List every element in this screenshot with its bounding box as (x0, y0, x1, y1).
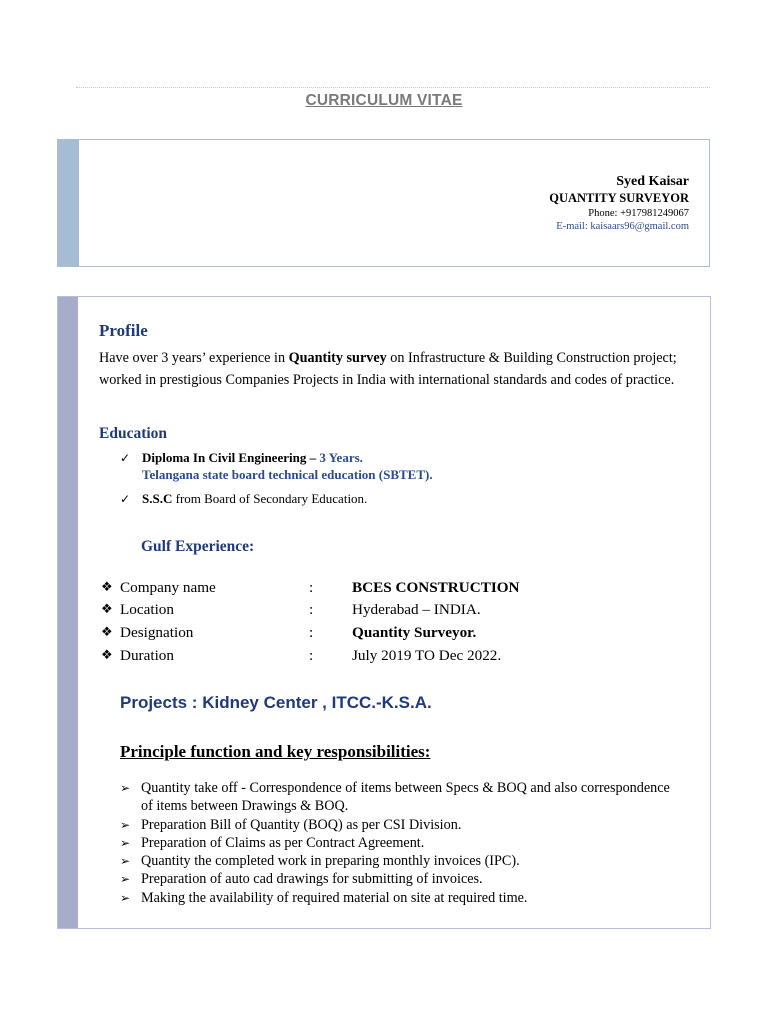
list-item (120, 889, 680, 907)
responsibility-text: Preparation of auto cad drawings for submitting of invoices. (141, 871, 483, 888)
detail-separator: : (309, 601, 314, 618)
profile-summary (99, 348, 699, 391)
detail-value: BCES CONSTRUCTION (352, 579, 520, 596)
candidate-name: Syed Kaisar (616, 174, 689, 189)
candidate-role: QUANTITY SURVEYOR (549, 191, 689, 205)
responsibility-text: Quantity take off - Correspondence of items between Specs & BOQ and also correspondence of items between Drawings & BOQ. (141, 780, 670, 815)
arrow-bullet-icon: ➢ (120, 890, 131, 905)
list-item (120, 816, 680, 834)
list-item (120, 779, 680, 816)
arrow-bullet-icon: ➢ (120, 781, 131, 795)
diamond-bullet-icon: ❖ (101, 625, 113, 640)
top-divider (76, 87, 710, 88)
detail-row-duration (99, 647, 699, 669)
detail-separator: : (309, 624, 314, 641)
detail-label: Duration (120, 647, 174, 664)
arrow-bullet-icon: ➢ (120, 817, 131, 832)
detail-row-company (99, 579, 699, 601)
profile-text-rest: on Infrastructure & Building Construction project; worked in prestigious Companies Projects in India with international standards and codes of practice. (99, 350, 677, 388)
diamond-bullet-icon: ❖ (101, 602, 113, 617)
arrow-bullet-icon: ➢ (120, 835, 131, 850)
education-heading: Education (99, 425, 168, 442)
responsibilities-list (120, 779, 680, 907)
main-accent-bar (58, 297, 78, 928)
detail-value: Quantity Surveyor. (352, 624, 477, 641)
responsibility-text: Quantity the completed work in preparing monthly invoices (IPC). (141, 853, 520, 870)
edu-diploma-title: Diploma In Civil Engineering – (142, 450, 320, 465)
header-accent-bar (58, 140, 79, 266)
edu-diploma-board: Telangana state board technical education (SBTET). (142, 466, 433, 482)
arrow-bullet-icon: ➢ (120, 854, 131, 869)
profile-text-highlight: Quantity survey (288, 350, 391, 366)
detail-row-designation (99, 624, 699, 646)
detail-separator: : (309, 647, 314, 664)
detail-value: July 2019 TO Dec 2022. (352, 647, 502, 664)
list-item (120, 852, 680, 870)
diamond-bullet-icon: ❖ (101, 580, 113, 595)
contact-header-box (57, 139, 710, 267)
responsibility-text: Preparation of Claims as per Contract Agreement. (141, 834, 425, 851)
gulf-experience-heading: Gulf Experience: (141, 538, 255, 555)
diamond-bullet-icon: ❖ (101, 648, 113, 663)
email-address[interactable]: E-mail: kaisaars96@gmail.com (556, 221, 689, 232)
main-content-box (57, 296, 711, 929)
edu-diploma-duration: 3 Years. (319, 450, 363, 465)
list-item (120, 834, 680, 852)
responsibilities-heading: Principle function and key responsibilities: (120, 742, 431, 761)
checkmark-icon: ✓ (120, 492, 131, 506)
detail-value: Hyderabad – INDIA. (352, 601, 481, 618)
responsibility-text: Making the availability of required material on site at required time. (141, 889, 528, 906)
detail-separator: : (309, 579, 314, 596)
profile-heading: Profile (99, 321, 148, 340)
arrow-bullet-icon: ➢ (120, 872, 131, 887)
projects-heading: Projects : Kidney Center , ITCC.-K.S.A. (120, 693, 432, 712)
detail-label: Location (120, 601, 174, 618)
detail-row-location (99, 601, 699, 623)
detail-label: Company name (120, 579, 216, 596)
contact-block (549, 175, 689, 233)
profile-text-lead: Have over 3 years’ experience in (99, 350, 289, 366)
list-item (120, 870, 680, 888)
phone-number: Phone: +917981249067 (588, 207, 689, 219)
document-title: CURRICULUM VITAE (305, 92, 463, 109)
detail-label: Designation (120, 624, 194, 641)
checkmark-icon: ✓ (120, 451, 131, 465)
edu-ssc-board: from Board of Secondary Education. (172, 491, 368, 506)
responsibility-text: Preparation Bill of Quantity (BOQ) as per CSI Division. (141, 816, 462, 833)
edu-ssc-title: S.S.C (142, 491, 173, 506)
